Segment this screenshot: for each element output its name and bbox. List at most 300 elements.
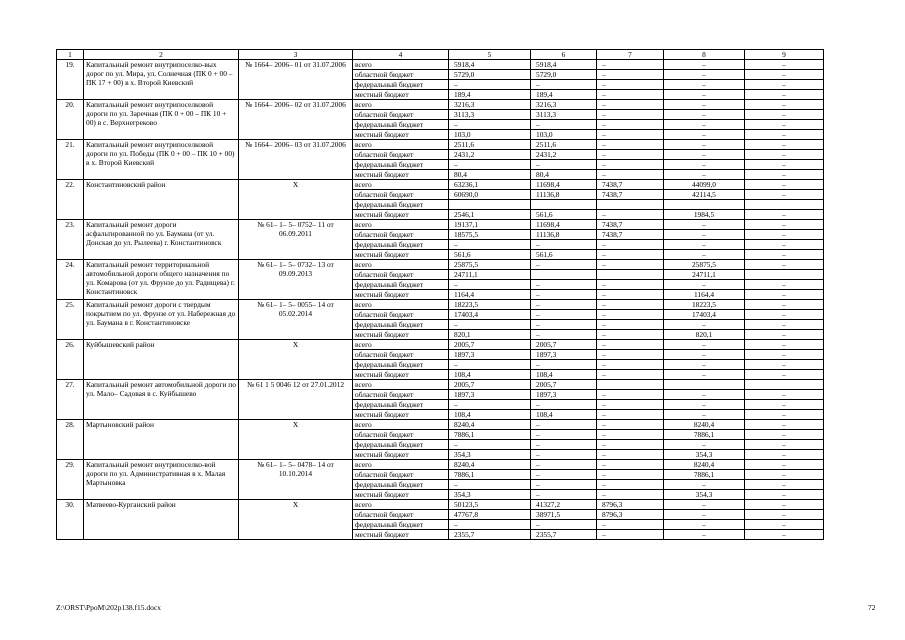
amount-cell: – (531, 520, 597, 530)
amount-cell: – (597, 420, 664, 430)
document-number: № 61 1 5 0046 12 от 27.01.2012 (239, 380, 353, 420)
amount-cell: 1164,4 (449, 290, 531, 300)
amount-cell: – (745, 410, 824, 420)
amount-cell: 8240,4 (449, 460, 531, 470)
funding-source: федеральный бюджет (353, 400, 449, 410)
amount-cell: – (531, 80, 597, 90)
funding-source: всего (353, 340, 449, 350)
amount-cell: 1897,3 (449, 350, 531, 360)
amount-cell: – (597, 340, 664, 350)
amount-cell: 2005,7 (531, 340, 597, 350)
amount-cell: – (745, 110, 824, 120)
document-number: Х (239, 420, 353, 460)
amount-cell: 60690,0 (449, 190, 531, 200)
amount-cell: – (745, 260, 824, 270)
object-name: Константиновский район (84, 180, 239, 220)
amount-cell: – (745, 290, 824, 300)
amount-cell: – (597, 530, 664, 540)
document-number: № 61– 1– 5– 0732– 13 от 09.09.2013 (239, 260, 353, 300)
amount-cell: – (745, 280, 824, 290)
amount-cell: – (745, 230, 824, 240)
funding-source: местный бюджет (353, 130, 449, 140)
amount-cell: – (597, 130, 664, 140)
amount-cell: – (531, 310, 597, 320)
amount-cell: 5918,4 (531, 60, 597, 70)
amount-cell: – (531, 330, 597, 340)
amount-cell: – (664, 120, 745, 130)
amount-cell: 561,6 (449, 250, 531, 260)
amount-cell: – (664, 140, 745, 150)
row-number: 19. (57, 60, 84, 100)
amount-cell: – (531, 240, 597, 250)
amount-cell: 80,4 (449, 170, 531, 180)
amount-cell: – (745, 220, 824, 230)
object-name: Капитальный ремонт территориальной автомобильной дороги общего назначения по ул. Комарова (от ул. Фрунзе до ул. Радищева) г. Константиновск (84, 260, 239, 300)
amount-cell: 7438,7 (597, 220, 664, 230)
amount-cell: – (664, 320, 745, 330)
document-number: № 61– 1– 5– 0055– 14 от 05.02.2014 (239, 300, 353, 340)
amount-cell: – (745, 310, 824, 320)
amount-cell: – (745, 530, 824, 540)
amount-cell: – (664, 480, 745, 490)
amount-cell: – (449, 280, 531, 290)
header-cell: 8 (664, 50, 745, 60)
amount-cell: 561,6 (531, 210, 597, 220)
amount-cell: – (449, 320, 531, 330)
funding-source: федеральный бюджет (353, 520, 449, 530)
amount-cell: 7886,1 (449, 430, 531, 440)
amount-cell: – (745, 510, 824, 520)
amount-cell: 354,3 (664, 490, 745, 500)
amount-cell: – (597, 410, 664, 420)
amount-cell: – (664, 160, 745, 170)
header-row (57, 50, 824, 60)
object-name: Капитальный ремонт внутрипоселко-вой дороги по ул. Административная в х. Малая Мартыновка (84, 460, 239, 500)
amount-cell: – (745, 170, 824, 180)
amount-cell: 18575,5 (449, 230, 531, 240)
funding-source: местный бюджет (353, 530, 449, 540)
amount-cell: – (597, 430, 664, 440)
amount-cell: – (664, 280, 745, 290)
row-number: 28. (57, 420, 84, 460)
amount-cell: – (664, 440, 745, 450)
amount-cell: 3216,3 (449, 100, 531, 110)
amount-cell: – (531, 160, 597, 170)
row-number: 21. (57, 140, 84, 180)
object-name: Капитальный ремонт автомобильной дороги по ул. Мало– Садовая в с. Куйбышево (84, 380, 239, 420)
amount-cell: – (745, 490, 824, 500)
document-number: № 1664– 2006– 01 от 31.07.2006 (239, 60, 353, 100)
amount-cell: 108,4 (449, 370, 531, 380)
amount-cell: 7438,7 (597, 230, 664, 240)
amount-cell: – (745, 130, 824, 140)
amount-cell: – (597, 210, 664, 220)
amount-cell: 354,3 (449, 450, 531, 460)
amount-cell: – (745, 390, 824, 400)
amount-cell: – (664, 80, 745, 90)
amount-cell: 2005,7 (531, 380, 597, 390)
amount-cell: 3216,3 (531, 100, 597, 110)
header-cell: 5 (449, 50, 531, 60)
amount-cell: – (597, 370, 664, 380)
funding-source: областной бюджет (353, 110, 449, 120)
table-row (57, 500, 824, 510)
object-name: Капитальный ремонт внутрипоселковой дороги по ул. Победы (ПК 0 + 00 – ПК 10 + 00) в х. Второй Киевский (84, 140, 239, 180)
table-row (57, 260, 824, 270)
amount-cell: – (449, 480, 531, 490)
object-name: Капитальный ремонт внутрипоселко-вых дорог по ул. Мира, ул. Солнечная (ПК 0 + 00 – ПК 17 + 00) в х. Второй Киевский (84, 60, 239, 100)
funding-source: всего (353, 220, 449, 230)
amount-cell: 7886,1 (449, 470, 531, 480)
amount-cell: – (597, 150, 664, 160)
amount-cell: 17403,4 (664, 310, 745, 320)
funding-source: местный бюджет (353, 330, 449, 340)
amount-cell: – (745, 480, 824, 490)
amount-cell: 7438,7 (597, 190, 664, 200)
footer-file-path: Z:\ORST\PpoM\202p138.f15.docx (56, 603, 162, 612)
funding-source: федеральный бюджет (353, 120, 449, 130)
amount-cell: – (664, 370, 745, 380)
amount-cell (664, 200, 745, 210)
amount-cell: – (597, 470, 664, 480)
amount-cell: 2355,7 (449, 530, 531, 540)
amount-cell: – (664, 110, 745, 120)
row-number: 29. (57, 460, 84, 500)
funding-source: местный бюджет (353, 370, 449, 380)
amount-cell: – (745, 160, 824, 170)
amount-cell: 11698,4 (531, 180, 597, 190)
amount-cell: – (745, 320, 824, 330)
amount-cell: – (745, 90, 824, 100)
amount-cell: 354,3 (449, 490, 531, 500)
amount-cell: – (597, 80, 664, 90)
amount-cell: – (745, 440, 824, 450)
amount-cell: 80,4 (531, 170, 597, 180)
amount-cell: – (745, 70, 824, 80)
amount-cell: – (597, 300, 664, 310)
document-number: № 61– 1– 5– 0478– 14 от 10.10.2014 (239, 460, 353, 500)
amount-cell: – (664, 500, 745, 510)
amount-cell: 108,4 (449, 410, 531, 420)
amount-cell: – (531, 290, 597, 300)
amount-cell: – (745, 460, 824, 470)
amount-cell: 2355,7 (531, 530, 597, 540)
amount-cell: 820,1 (449, 330, 531, 340)
amount-cell: – (664, 390, 745, 400)
amount-cell: 7886,1 (664, 430, 745, 440)
funding-source: всего (353, 420, 449, 430)
amount-cell: – (664, 410, 745, 420)
object-name: Матвеево-Курганский район (84, 500, 239, 540)
amount-cell: – (664, 130, 745, 140)
document-number: № 1664– 2006– 02 от 31.07.2006 (239, 100, 353, 140)
amount-cell: – (597, 360, 664, 370)
funding-source: федеральный бюджет (353, 480, 449, 490)
amount-cell: – (597, 400, 664, 410)
amount-cell: 7438,7 (597, 180, 664, 190)
amount-cell (597, 380, 664, 390)
table-row (57, 100, 824, 110)
amount-cell: – (597, 440, 664, 450)
amount-cell: 3113,3 (531, 110, 597, 120)
amount-cell: – (745, 250, 824, 260)
header-cell: 7 (597, 50, 664, 60)
amount-cell: 103,0 (531, 130, 597, 140)
amount-cell: 189,4 (449, 90, 531, 100)
funding-source: федеральный бюджет (353, 240, 449, 250)
amount-cell: – (664, 520, 745, 530)
amount-cell: – (597, 490, 664, 500)
amount-cell: 8240,4 (449, 420, 531, 430)
funding-source: всего (353, 140, 449, 150)
amount-cell (745, 200, 824, 210)
table-row (57, 340, 824, 350)
document-number: Х (239, 500, 353, 540)
amount-cell: – (745, 150, 824, 160)
amount-cell: 2511,6 (531, 140, 597, 150)
amount-cell: 820,1 (664, 330, 745, 340)
amount-cell: 17403,4 (449, 310, 531, 320)
amount-cell: 1897,3 (531, 390, 597, 400)
funding-source: всего (353, 460, 449, 470)
amount-cell: – (597, 70, 664, 80)
amount-cell: – (664, 100, 745, 110)
amount-cell: – (745, 360, 824, 370)
table-row (57, 220, 824, 230)
amount-cell: – (531, 440, 597, 450)
funding-source: всего (353, 100, 449, 110)
header-cell: 6 (531, 50, 597, 60)
amount-cell: – (745, 240, 824, 250)
amount-cell: – (745, 450, 824, 460)
amount-cell: – (664, 220, 745, 230)
budget-table (56, 49, 824, 540)
amount-cell: 2005,7 (449, 340, 531, 350)
amount-cell: 63236,1 (449, 180, 531, 190)
amount-cell: – (664, 240, 745, 250)
amount-cell: – (531, 120, 597, 130)
funding-source: федеральный бюджет (353, 320, 449, 330)
funding-source: областной бюджет (353, 230, 449, 240)
funding-source: местный бюджет (353, 90, 449, 100)
amount-cell: – (664, 150, 745, 160)
amount-cell: – (745, 140, 824, 150)
amount-cell: 24711,1 (449, 270, 531, 280)
amount-cell: – (597, 260, 664, 270)
amount-cell: 1897,3 (531, 350, 597, 360)
amount-cell: – (745, 430, 824, 440)
amount-cell (745, 270, 824, 280)
amount-cell: – (745, 370, 824, 380)
amount-cell: – (745, 300, 824, 310)
amount-cell: – (597, 290, 664, 300)
amount-cell: – (664, 250, 745, 260)
funding-source: областной бюджет (353, 270, 449, 280)
header-cell: 4 (353, 50, 449, 60)
amount-cell: 8240,4 (664, 420, 745, 430)
amount-cell: 189,4 (531, 90, 597, 100)
funding-source: федеральный бюджет (353, 280, 449, 290)
amount-cell: – (745, 470, 824, 480)
funding-source: областной бюджет (353, 350, 449, 360)
funding-source: областной бюджет (353, 150, 449, 160)
funding-source: местный бюджет (353, 410, 449, 420)
amount-cell: – (745, 120, 824, 130)
amount-cell: – (597, 120, 664, 130)
funding-source: областной бюджет (353, 190, 449, 200)
funding-source: местный бюджет (353, 250, 449, 260)
amount-cell: – (531, 280, 597, 290)
amount-cell: – (664, 170, 745, 180)
amount-cell: – (597, 310, 664, 320)
funding-source: местный бюджет (353, 490, 449, 500)
header-cell: 2 (84, 50, 239, 60)
funding-source: федеральный бюджет (353, 440, 449, 450)
amount-cell: – (664, 350, 745, 360)
row-number: 22. (57, 180, 84, 220)
amount-cell: – (531, 460, 597, 470)
amount-cell (597, 200, 664, 210)
row-number: 20. (57, 100, 84, 140)
document-number: № 1664– 2006– 03 от 31.07.2006 (239, 140, 353, 180)
amount-cell: 2005,7 (449, 380, 531, 390)
amount-cell: – (745, 80, 824, 90)
funding-source: областной бюджет (353, 470, 449, 480)
row-number: 23. (57, 220, 84, 260)
amount-cell: – (531, 300, 597, 310)
amount-cell: 24711,1 (664, 270, 745, 280)
amount-cell: – (597, 110, 664, 120)
row-number: 25. (57, 300, 84, 340)
funding-source: федеральный бюджет (353, 160, 449, 170)
amount-cell: – (597, 90, 664, 100)
funding-source: областной бюджет (353, 430, 449, 440)
amount-cell: 5729,0 (531, 70, 597, 80)
amount-cell: 5729,0 (449, 70, 531, 80)
funding-source: федеральный бюджет (353, 80, 449, 90)
amount-cell: 11136,8 (531, 230, 597, 240)
amount-cell: – (664, 340, 745, 350)
amount-cell: 1897,3 (449, 390, 531, 400)
table-row (57, 140, 824, 150)
amount-cell: 25875,5 (664, 260, 745, 270)
amount-cell: 38971,5 (531, 510, 597, 520)
row-number: 27. (57, 380, 84, 420)
funding-source: всего (353, 380, 449, 390)
amount-cell: – (745, 180, 824, 190)
amount-cell: – (597, 100, 664, 110)
amount-cell: – (597, 330, 664, 340)
funding-source: всего (353, 180, 449, 190)
amount-cell: 41327,2 (531, 500, 597, 510)
amount-cell: – (745, 520, 824, 530)
amount-cell: – (745, 210, 824, 220)
amount-cell: 42114,5 (664, 190, 745, 200)
amount-cell: 2511,6 (449, 140, 531, 150)
amount-cell: – (745, 100, 824, 110)
amount-cell: – (664, 530, 745, 540)
amount-cell: – (597, 480, 664, 490)
amount-cell: – (597, 170, 664, 180)
amount-cell: – (597, 450, 664, 460)
amount-cell (664, 380, 745, 390)
amount-cell: – (664, 510, 745, 520)
amount-cell: – (745, 340, 824, 350)
footer-page-number: 72 (868, 603, 876, 612)
amount-cell: 47767,8 (449, 510, 531, 520)
amount-cell: – (745, 350, 824, 360)
amount-cell: 2431,2 (531, 150, 597, 160)
amount-cell: – (597, 250, 664, 260)
amount-cell: – (531, 400, 597, 410)
amount-cell: – (449, 80, 531, 90)
amount-cell: 18223,5 (664, 300, 745, 310)
row-number: 26. (57, 340, 84, 380)
funding-source: областной бюджет (353, 390, 449, 400)
amount-cell: 108,4 (531, 410, 597, 420)
row-number: 30. (57, 500, 84, 540)
amount-cell: – (449, 360, 531, 370)
row-number: 24. (57, 260, 84, 300)
amount-cell: 2546,1 (449, 210, 531, 220)
amount-cell: – (597, 160, 664, 170)
amount-cell: – (664, 230, 745, 240)
funding-source: областной бюджет (353, 510, 449, 520)
amount-cell (449, 200, 531, 210)
funding-source: федеральный бюджет (353, 200, 449, 210)
amount-cell: – (449, 120, 531, 130)
funding-source: местный бюджет (353, 290, 449, 300)
amount-cell: – (597, 520, 664, 530)
amount-cell: – (745, 500, 824, 510)
amount-cell: – (531, 320, 597, 330)
amount-cell: 103,0 (449, 130, 531, 140)
funding-source: всего (353, 260, 449, 270)
amount-cell: – (745, 330, 824, 340)
amount-cell: – (664, 400, 745, 410)
table-row (57, 420, 824, 430)
amount-cell: – (449, 160, 531, 170)
amount-cell: 3113,3 (449, 110, 531, 120)
funding-source: федеральный бюджет (353, 360, 449, 370)
funding-source: областной бюджет (353, 70, 449, 80)
amount-cell: 18223,5 (449, 300, 531, 310)
amount-cell: – (597, 460, 664, 470)
amount-cell: – (449, 520, 531, 530)
amount-cell: – (597, 390, 664, 400)
amount-cell: – (597, 60, 664, 70)
amount-cell: 2431,2 (449, 150, 531, 160)
amount-cell: – (745, 400, 824, 410)
header-cell: 1 (57, 50, 84, 60)
amount-cell: – (664, 70, 745, 80)
amount-cell (531, 200, 597, 210)
table-row (57, 380, 824, 390)
amount-cell: 354,3 (664, 450, 745, 460)
amount-cell: 8796,3 (597, 510, 664, 520)
amount-cell: – (597, 240, 664, 250)
amount-cell: – (531, 420, 597, 430)
object-name: Капитальный ремонт внутрипоселковой дороги по ул. Заречная (ПК 0 + 00 – ПК 10 + 00) в с. Верхнегреково (84, 100, 239, 140)
object-name: Куйбышевский район (84, 340, 239, 380)
amount-cell: – (664, 60, 745, 70)
amount-cell: – (531, 450, 597, 460)
table-row (57, 180, 824, 190)
amount-cell: 7886,1 (664, 470, 745, 480)
amount-cell: 8240,4 (664, 460, 745, 470)
table-row (57, 300, 824, 310)
amount-cell (745, 380, 824, 390)
